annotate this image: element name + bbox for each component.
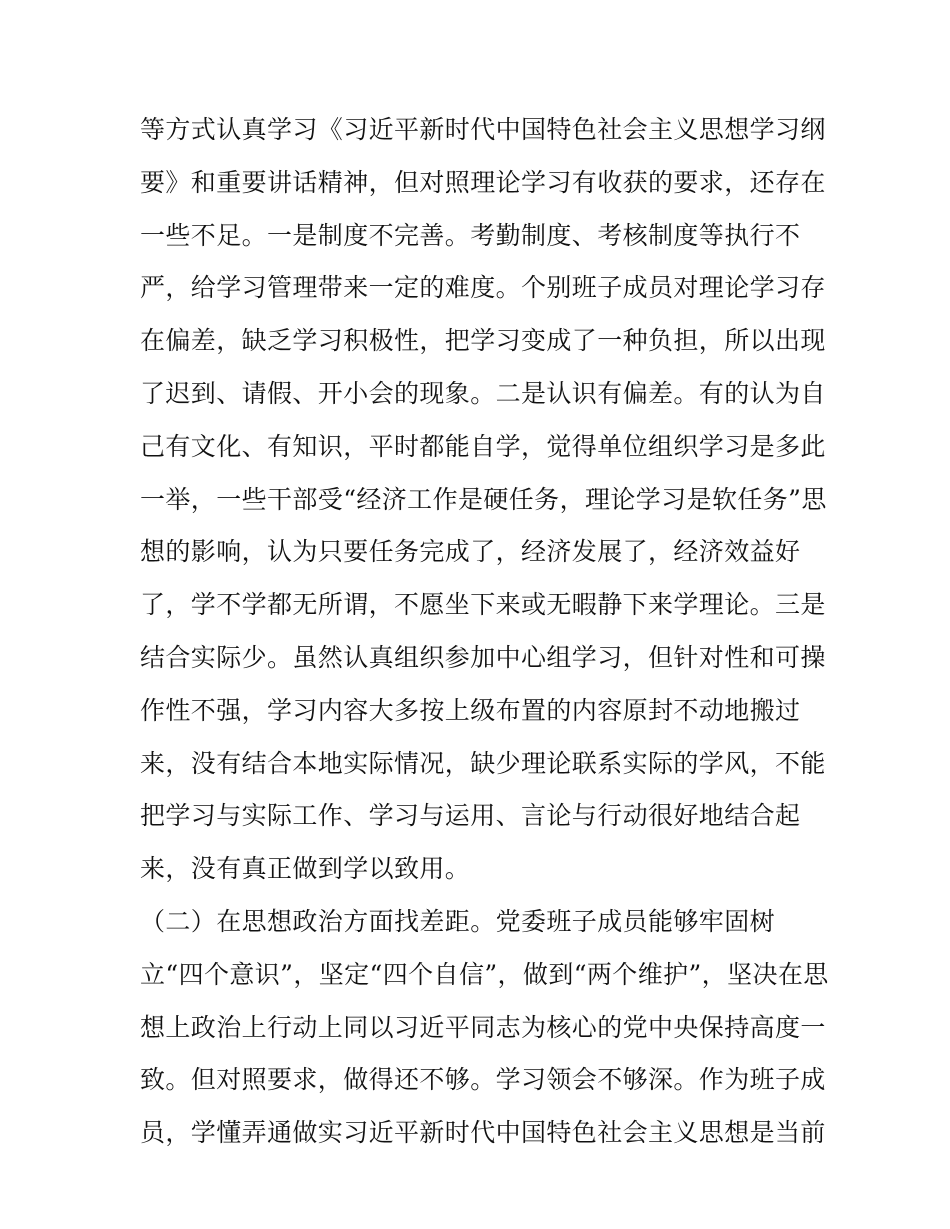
text-line: 要》和重要讲话精神，但对照理论学习有收获的要求，还存在 (140, 167, 826, 197)
text-line: 作性不强，学习内容大多按上级布置的内容原封不动地搬过 (140, 695, 801, 725)
text-line: 员，学懂弄通做实习近平新时代中国特色社会主义思想是当前 (140, 1118, 826, 1148)
text-line: 想上政治上行动上同以习近平同志为核心的党中央保持高度一 (140, 1012, 826, 1042)
text-line: 结合实际少。虽然认真组织参加中心组学习，但针对性和可操 (140, 642, 826, 672)
text-line: 了，学不学都无所谓，不愿坐下来或无暇静下来学理论。三是 (140, 590, 826, 620)
body-text (140, 104, 829, 1160)
text-line: 一举，一些干部受“经济工作是硬任务，理论学习是软任务”思 (140, 484, 827, 514)
text-line: 严，给学习管理带来一定的难度。个别班子成员对理论学习存 (140, 273, 826, 303)
text-line: 想的影响，认为只要任务完成了，经济发展了，经济效益好 (140, 537, 801, 567)
text-line: 了迟到、请假、开小会的现象。二是认识有偏差。有的认为自 (140, 378, 826, 408)
text-line: 在偏差，缺乏学习积极性，把学习变成了一种负担，所以出现 (140, 326, 826, 356)
text-line: 致。但对照要求，做得还不够。学习领会不够深。作为班子成 (140, 1065, 826, 1095)
text-line: 己有文化、有知识，平时都能自学，觉得单位组织学习是多此 (140, 431, 826, 461)
text-line: 等方式认真学习《习近平新时代中国特色社会主义思想学习纲 (140, 115, 826, 144)
text-line: 来，没有真正做到学以致用。 (140, 854, 471, 884)
section-heading-line: （二）在思想政治方面找差距。党委班子成员能够牢固树 (140, 906, 776, 936)
text-line: 来，没有结合本地实际情况，缺少理论联系实际的学风，不能 (140, 748, 826, 778)
text-line: 一些不足。一是制度不完善。考勤制度、考核制度等执行不 (140, 220, 801, 250)
text-line: 把学习与实际工作、学习与运用、言论与行动很好地结合起 (140, 801, 801, 831)
text-line: 立“四个意识”，坚定“四个自信”，做到“两个维护”，坚决在思 (140, 959, 829, 989)
